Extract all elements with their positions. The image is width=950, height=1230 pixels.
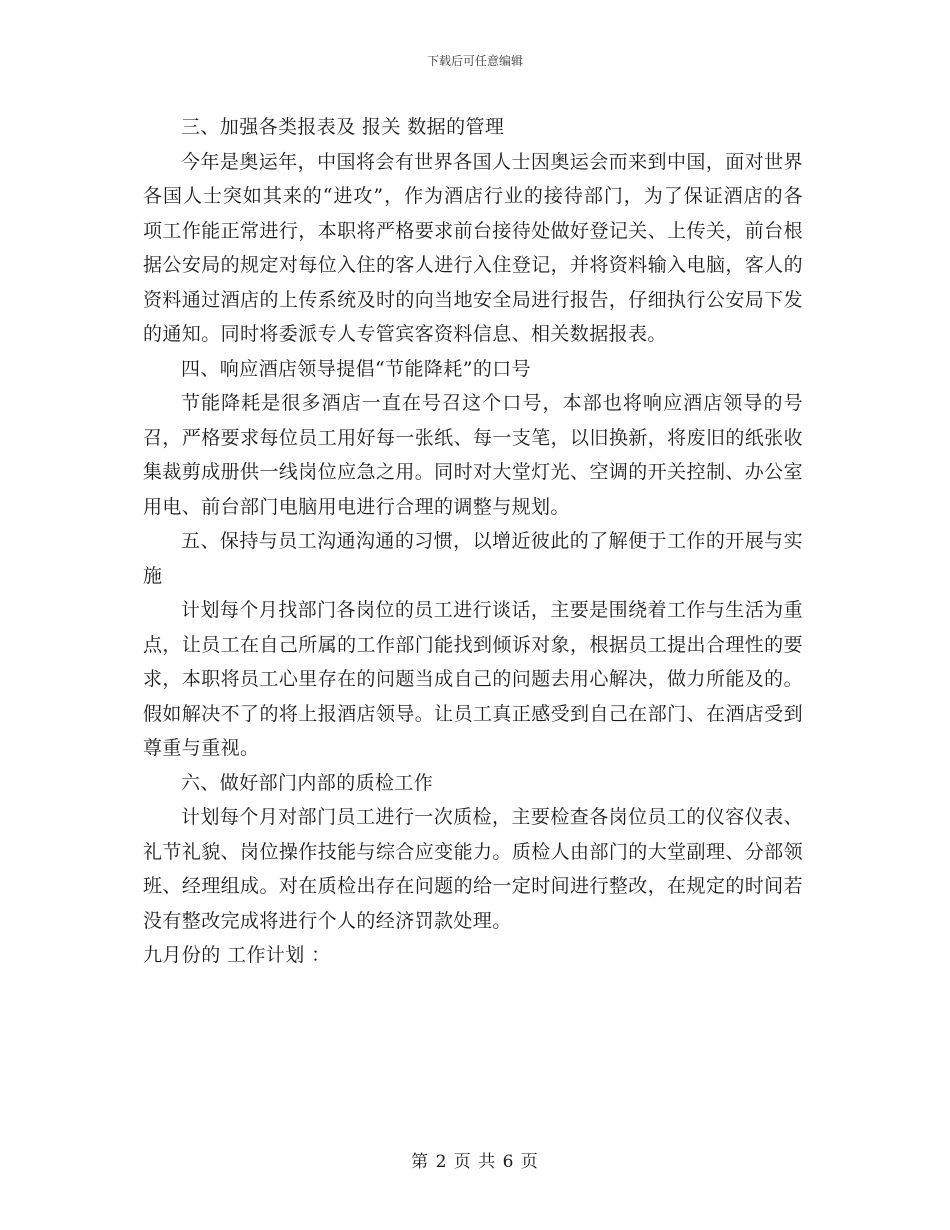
section-heading: 三、加强各类报表及 报关 数据的管理 [181,116,505,138]
section-heading: 四、响应酒店领导提倡“节能降耗”的口号 [181,357,532,380]
document-body [143,110,803,973]
subsection-title: 九月份的 工作计划 ： [143,944,331,966]
body-paragraph: 节能降耗是很多酒店一直在号召这个口号，本部也将响应酒店领导的号召，严格要求每位员工用好每一张纸、每一支笔，以旧换新，将废旧的纸张收集裁剪成册供一线岗位应急之用。同时对大堂灯光、空调的开关控制、办公室用电、前台部门电脑用电进行合理的调整与规划。 [143,392,803,518]
page-header: 下载后可任意编辑 [426,54,523,68]
page-footer: 第 2 页 共 6 页 [411,1152,539,1172]
section-heading: 五、保持与员工沟通沟通的习惯，以增近彼此的了解便于工作的开展与实施 [143,530,803,587]
body-paragraph: 计划每个月对部门员工进行一次质检，主要检查各岗位员工的仪容仪表、礼节礼貌、岗位操作技能与综合应变能力。质检人由部门的大堂副理、分部领班、经理组成。对在质检出存在问题的给一定时间进行整改，在规定的时间若没有整改完成将进行个人的经济罚款处理。 [143,806,803,932]
body-paragraph: 计划每个月找部门各岗位的员工进行谈话，主要是围绕着工作与生活为重点，让员工在自己所属的工作部门能找到倾诉对象，根据员工提出合理性的要求，本职将员工心里存在的问题当成自己的问题去用心解决，做力所能及的。假如解决不了的将上报酒店领导。让员工真正感受到自己在部门、在酒店受到尊重与重视。 [143,599,803,759]
section-heading: 六、做好部门内部的质检工作 [181,771,434,794]
body-paragraph: 今年是奥运年，中国将会有世界各国人士因奥运会而来到中国，面对世界各国人士突如其来的“进攻”，作为酒店行业的接待部门，为了保证酒店的各项工作能正常进行，本职将严格要求前台接待处做好登记关、上传关，前台根据公安局的规定对每位入住的客人进行入住登记，并将资料输入电脑，客人的资料通过酒店的上传系统及时的向当地安全局进行报告，仔细执行公安局下发的通知。同时将委派专人专管宾客资料信息、相关数据报表。 [143,150,803,345]
